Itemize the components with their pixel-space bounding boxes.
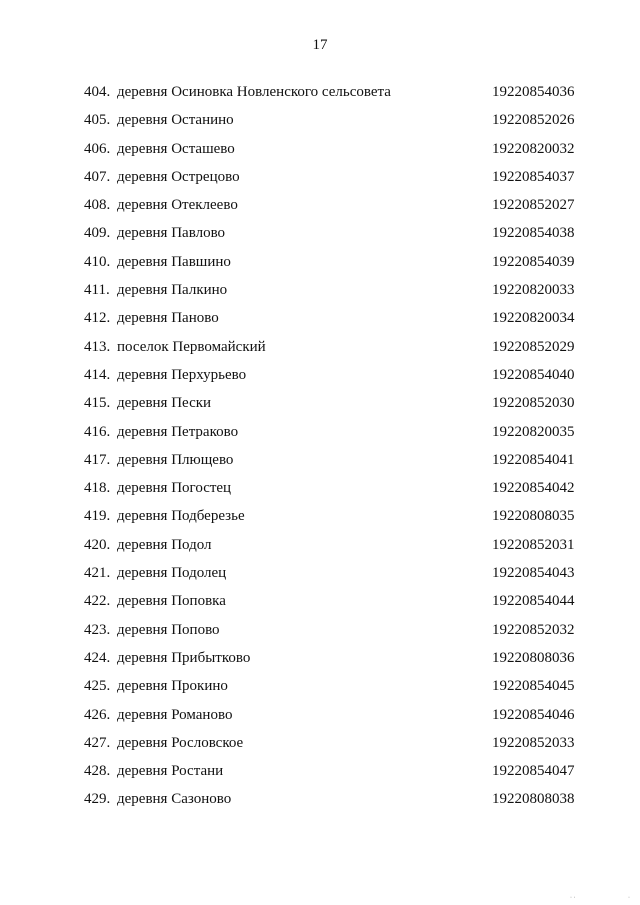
settlement-name: деревня Павлово — [117, 225, 226, 242]
settlement-name: деревня Палкино — [117, 282, 228, 299]
settlement-name: деревня Рословское — [117, 734, 244, 751]
entry-number: 429. — [84, 791, 111, 808]
list-item — [0, 559, 640, 587]
list-item — [0, 616, 640, 644]
okato-code: 19220852026 — [492, 112, 575, 129]
settlement-name: деревня Ростани — [117, 763, 224, 780]
list-item — [0, 672, 640, 700]
list-item — [0, 304, 640, 332]
okato-code: 19220852031 — [492, 536, 575, 553]
okato-code: 19220854043 — [492, 565, 575, 582]
entry-number: 426. — [84, 706, 111, 723]
okato-code: 19220854038 — [492, 225, 575, 242]
list-item — [0, 163, 640, 191]
okato-code: 19220854037 — [492, 168, 575, 185]
okato-code: 19220854036 — [492, 84, 575, 100]
list-item — [0, 191, 640, 219]
settlement-name: деревня Павшино — [117, 253, 231, 270]
entry-number: 416. — [84, 423, 111, 440]
list-item — [0, 502, 640, 530]
okato-code: 19220852033 — [492, 734, 575, 751]
settlement-name: деревня Прокино — [117, 678, 228, 695]
list-item — [0, 757, 640, 785]
entry-number: 413. — [84, 338, 111, 355]
entry-number: 428. — [84, 763, 111, 780]
settlement-name: деревня Подберезье — [117, 508, 245, 525]
okato-code: 19220854039 — [492, 253, 575, 270]
settlement-name: деревня Острецово — [117, 168, 240, 185]
entry-number: 412. — [84, 310, 111, 327]
entry-number: 414. — [84, 366, 111, 383]
settlement-name: деревня Отеклеево — [117, 197, 238, 214]
entry-number: 411. — [84, 282, 110, 299]
list-item — [0, 729, 640, 757]
settlement-name: деревня Перхурьево — [117, 366, 247, 383]
list-item — [0, 361, 640, 389]
entry-number: 418. — [84, 480, 111, 497]
list-item — [0, 418, 640, 446]
okato-code: 19220820033 — [492, 282, 575, 299]
list-item — [0, 587, 640, 615]
scan-artifact: · · — [570, 895, 576, 901]
list-item — [0, 446, 640, 474]
settlement-name: деревня Поповка — [117, 593, 226, 610]
okato-code: 19220852029 — [492, 338, 575, 355]
okato-code: 19220854041 — [492, 451, 575, 468]
entry-number: 424. — [84, 649, 111, 666]
settlement-name: деревня Сазоново — [117, 791, 232, 808]
list-item — [0, 701, 640, 729]
entry-number: 410. — [84, 253, 111, 270]
scan-artifact: · — [628, 895, 630, 901]
okato-code: 19220808038 — [492, 791, 575, 808]
list-item — [0, 785, 640, 813]
list-item — [0, 276, 640, 304]
list-item — [0, 106, 640, 134]
entry-number: 417. — [84, 451, 111, 468]
entry-number: 415. — [84, 395, 111, 412]
settlement-name: деревня Осиновка Новленского сельсовета — [117, 84, 391, 100]
entry-number: 404. — [84, 84, 111, 100]
entry-number: 406. — [84, 140, 111, 157]
entry-number: 419. — [84, 508, 111, 525]
okato-code: 19220852032 — [492, 621, 575, 638]
list-item — [0, 135, 640, 163]
list-item — [0, 333, 640, 361]
okato-code: 19220854045 — [492, 678, 575, 695]
okato-code: 19220820034 — [492, 310, 575, 327]
entry-number: 423. — [84, 621, 111, 638]
entry-number: 421. — [84, 565, 111, 582]
settlement-name: деревня Прибытково — [117, 649, 251, 666]
okato-code: 19220852030 — [492, 395, 575, 412]
entry-number: 422. — [84, 593, 111, 610]
settlement-name: деревня Останино — [117, 112, 234, 129]
okato-code: 19220854047 — [492, 763, 575, 780]
list-item — [0, 474, 640, 502]
settlement-name: деревня Подол — [117, 536, 212, 553]
settlement-list — [0, 78, 640, 814]
list-item — [0, 531, 640, 559]
settlement-name: деревня Петраково — [117, 423, 239, 440]
list-item — [0, 219, 640, 247]
okato-code: 19220854040 — [492, 366, 575, 383]
list-item — [0, 389, 640, 417]
entry-number: 425. — [84, 678, 111, 695]
settlement-name: деревня Романово — [117, 706, 233, 723]
entry-number: 405. — [84, 112, 111, 129]
entry-number: 420. — [84, 536, 111, 553]
entry-number: 409. — [84, 225, 111, 242]
okato-code: 19220854042 — [492, 480, 575, 497]
settlement-name: деревня Попово — [117, 621, 220, 638]
okato-code: 19220808036 — [492, 649, 575, 666]
okato-code: 19220808035 — [492, 508, 575, 525]
entry-number: 408. — [84, 197, 111, 214]
settlement-name: деревня Плющево — [117, 451, 234, 468]
settlement-name: деревня Подолец — [117, 565, 227, 582]
okato-code: 19220852027 — [492, 197, 575, 214]
entry-number: 427. — [84, 734, 111, 751]
okato-code: 19220854046 — [492, 706, 575, 723]
list-item — [0, 248, 640, 276]
entry-number: 407. — [84, 168, 111, 185]
page-number: 17 — [312, 37, 328, 53]
list-item — [0, 78, 640, 106]
settlement-name: поселок Первомайский — [117, 338, 266, 355]
settlement-name: деревня Пески — [117, 395, 212, 412]
okato-code: 19220820035 — [492, 423, 575, 440]
settlement-name: деревня Паново — [117, 310, 219, 327]
okato-code: 19220854044 — [492, 593, 575, 610]
settlement-name: деревня Осташево — [117, 140, 235, 157]
okato-code: 19220820032 — [492, 140, 575, 157]
settlement-name: деревня Погостец — [117, 480, 232, 497]
list-item — [0, 644, 640, 672]
